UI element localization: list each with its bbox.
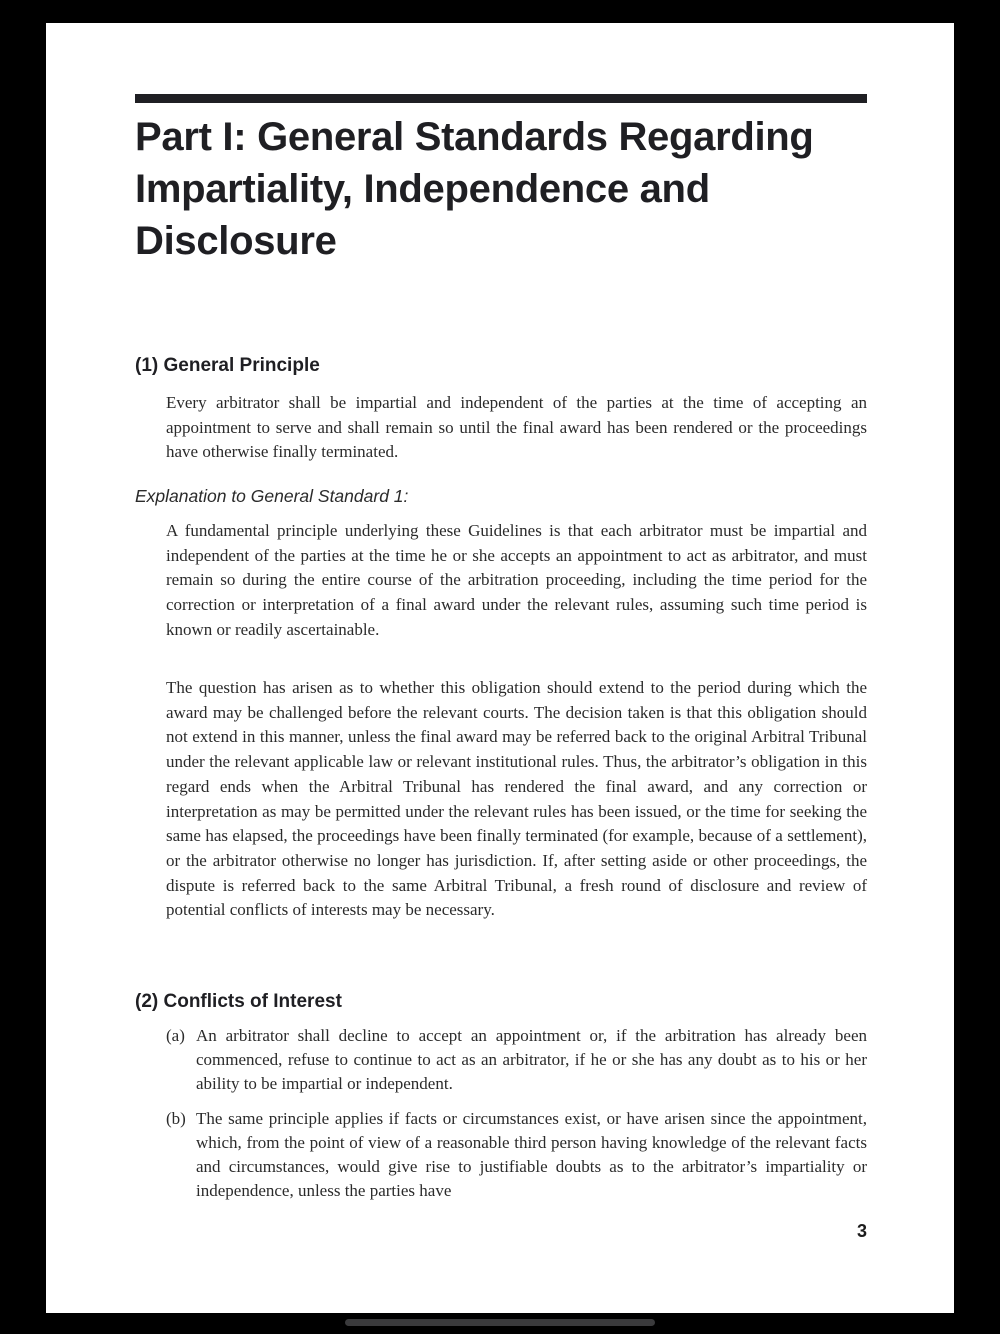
page-number: 3: [856, 1221, 867, 1241]
page-content: [135, 23, 867, 1313]
section-heading-conflicts-of-interest: (2) Conflicts of Interest: [135, 991, 342, 1012]
title-rule: [135, 94, 867, 103]
explanation-label: Explanation to General Standard 1:: [135, 486, 409, 506]
page-title: [135, 111, 867, 267]
general-principle-paragraph: Every arbitrator shall be impartial and independent of the parties at the time of accepting an appointment to serve and shall remain so until the final award has been rendered or the proceedings have otherwise finally terminated.: [166, 393, 867, 462]
explanation-paragraph-2: The question has arisen as to whether this obligation should extend to the period during which the award may be challenged before the relevant courts. The decision taken is that this obligation should not extend in this manner, unless the final award may be referred back to the original Arbitral Tribunal under the relevant applicable law or relevant institutional rules. Thus, the arbitrator’s obligation in this regard ends when the Arbitral Tribunal has rendered the final award, and any correction or interpretation as may be permitted under the relevant rules has been issued, or the time for seeking the same has elapsed, the proceedings have been finally terminated (for example, because of a settlement), or the arbitrator otherwise no longer has jurisdiction. If, after setting aside or other proceedings, the dispute is referred back to the same Arbitral Tribunal, a fresh round of disclosure and review of potential conflicts of interests may be necessary.: [166, 678, 867, 920]
list-item-a-marker: (a): [166, 1026, 185, 1045]
list-item-b-text: The same principle applies if facts or circumstances exist, or have arisen since the appointment, which, from the point of view of a reasonable third person having knowledge of the relevant facts and circumstances, would give rise to justifiable doubts as to the arbitrator’s impartiality or independence, unless the parties have: [196, 1109, 867, 1200]
list-item-a: [166, 1024, 867, 1096]
horizontal-scrollbar-home-indicator[interactable]: [345, 1319, 655, 1326]
section-heading-general-principle: (1) General Principle: [135, 355, 320, 376]
list-item-b: [166, 1107, 867, 1203]
list-item-a-text: An arbitrator shall decline to accept an appointment or, if the arbitration has already been commenced, refuse to continue to act as an arbitrator, if he or she has any doubt as to his or her ability to be impartial or independent.: [196, 1026, 867, 1093]
list-item-b-marker: (b): [166, 1109, 186, 1128]
explanation-paragraph-1: A fundamental principle underlying these Guidelines is that each arbitrator must be impartial and independent of the parties at the time he or she accepts an appointment to act as arbitrator, and must remain so during the entire course of the arbitration proceeding, including the time period for the correction or interpretation of a final award under the relevant rules, assuming such time period is known or readily ascertainable.: [166, 521, 867, 639]
page-title-line-1: Part I: General Standards Regarding: [135, 115, 814, 159]
document-page: [46, 23, 954, 1313]
page-title-line-2: Impartiality, Independence and: [135, 167, 710, 211]
page-title-line-3: Disclosure: [135, 219, 337, 263]
